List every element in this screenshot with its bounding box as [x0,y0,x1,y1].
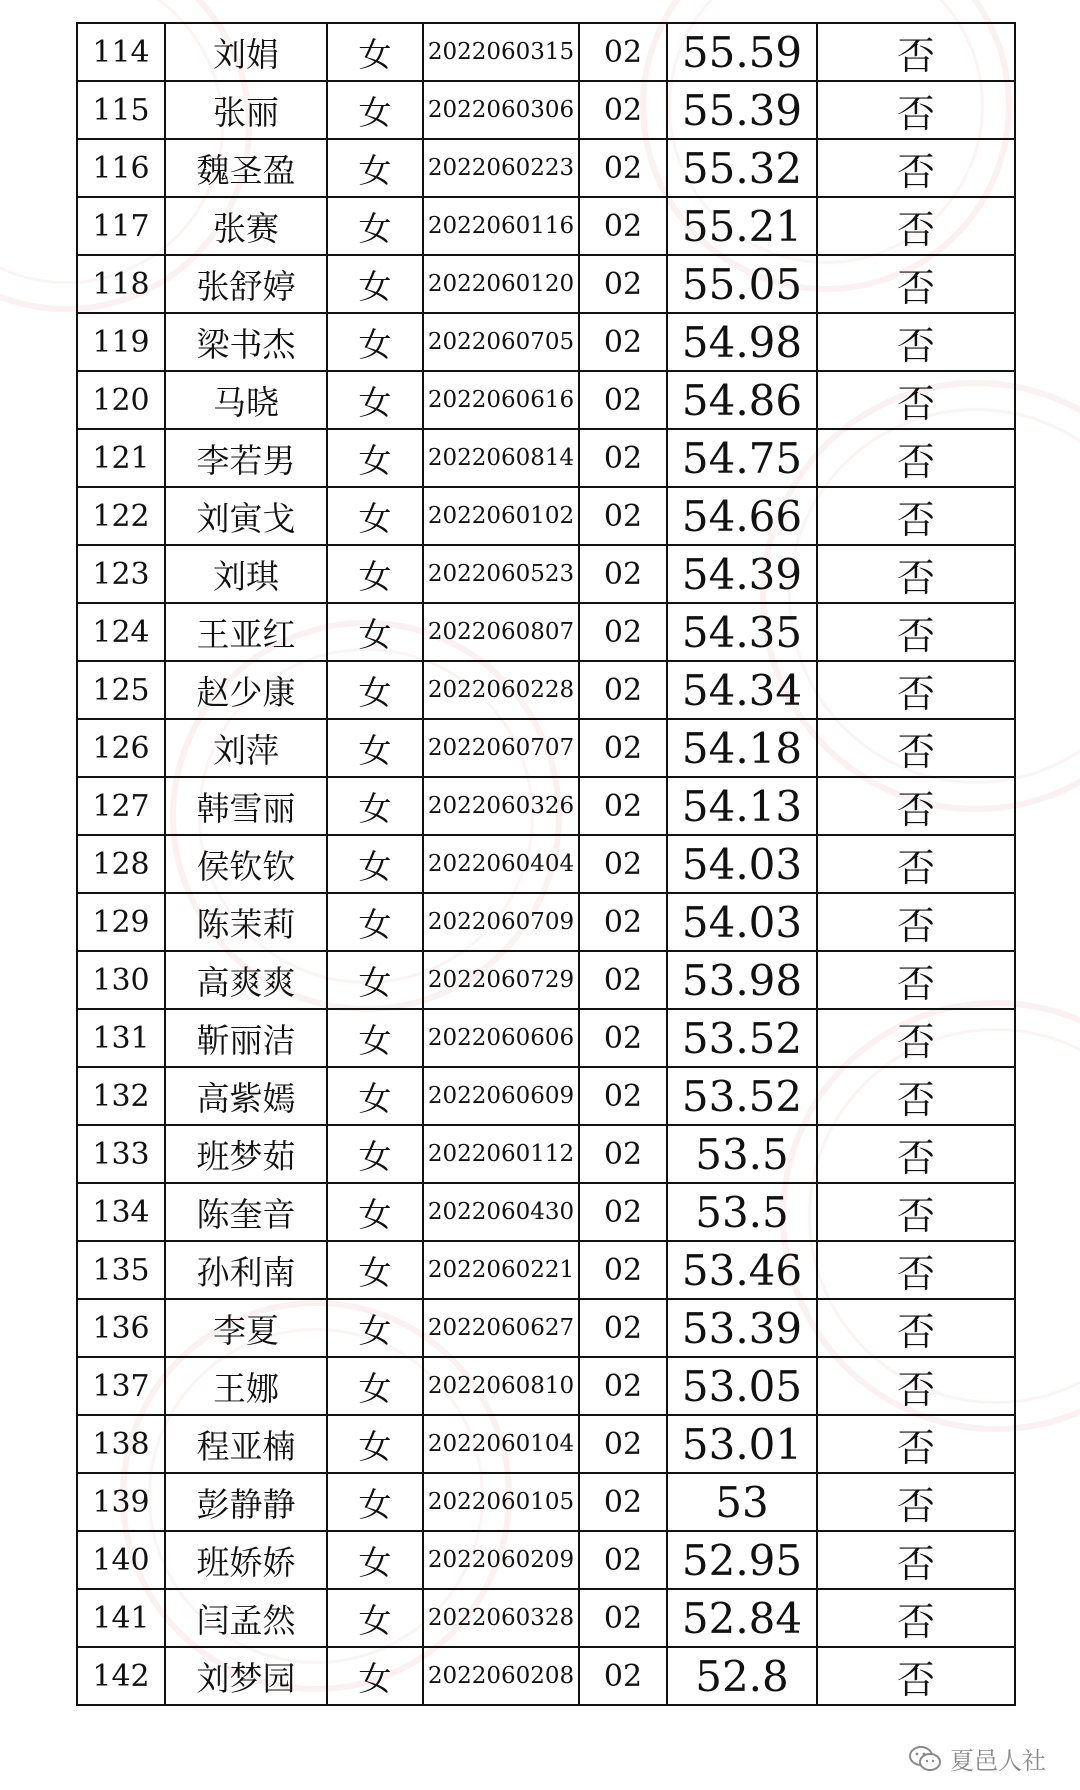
candidate-sex: 女 [327,1009,423,1067]
candidate-name: 魏圣盈 [165,139,327,197]
candidate-sex: 女 [327,777,423,835]
ticket-number: 2022060430 [423,1183,579,1241]
total-score: 52.95 [667,1531,817,1589]
candidate-sex: 女 [327,255,423,313]
interview-status: 否 [817,1183,1015,1241]
candidate-name: 靳丽洁 [165,1009,327,1067]
table-row [77,1299,1015,1357]
candidate-name: 彭静静 [165,1473,327,1531]
position-code: 02 [579,255,667,313]
interview-status: 否 [817,197,1015,255]
candidate-name: 班娇娇 [165,1531,327,1589]
ticket-number: 2022060105 [423,1473,579,1531]
results-table-body [77,23,1015,1705]
row-number: 126 [77,719,165,777]
table-row [77,893,1015,951]
total-score: 54.34 [667,661,817,719]
total-score: 54.86 [667,371,817,429]
position-code: 02 [579,603,667,661]
total-score: 54.03 [667,893,817,951]
ticket-number: 2022060328 [423,1589,579,1647]
candidate-sex: 女 [327,1241,423,1299]
ticket-number: 2022060209 [423,1531,579,1589]
table-row [77,1183,1015,1241]
candidate-sex: 女 [327,1125,423,1183]
candidate-sex: 女 [327,197,423,255]
ticket-number: 2022060709 [423,893,579,951]
ticket-number: 2022060814 [423,429,579,487]
total-score: 53.98 [667,951,817,1009]
table-row [77,81,1015,139]
position-code: 02 [579,545,667,603]
interview-status: 否 [817,1415,1015,1473]
candidate-name: 刘寅戈 [165,487,327,545]
ticket-number: 2022060306 [423,81,579,139]
total-score: 55.59 [667,23,817,81]
total-score: 55.32 [667,139,817,197]
table-row [77,1589,1015,1647]
ticket-number: 2022060609 [423,1067,579,1125]
candidate-sex: 女 [327,1357,423,1415]
interview-status: 否 [817,139,1015,197]
interview-status: 否 [817,1009,1015,1067]
interview-status: 否 [817,893,1015,951]
interview-status: 否 [817,1647,1015,1705]
candidate-name: 韩雪丽 [165,777,327,835]
row-number: 140 [77,1531,165,1589]
candidate-sex: 女 [327,893,423,951]
position-code: 02 [579,1009,667,1067]
candidate-sex: 女 [327,1415,423,1473]
position-code: 02 [579,1531,667,1589]
candidate-sex: 女 [327,1531,423,1589]
table-row [77,255,1015,313]
candidate-name: 张赛 [165,197,327,255]
total-score: 54.03 [667,835,817,893]
row-number: 115 [77,81,165,139]
candidate-name: 程亚楠 [165,1415,327,1473]
total-score: 54.35 [667,603,817,661]
interview-status: 否 [817,81,1015,139]
position-code: 02 [579,835,667,893]
table-row [77,487,1015,545]
results-table [76,22,1016,1706]
position-code: 02 [579,313,667,371]
total-score: 54.98 [667,313,817,371]
ticket-number: 2022060102 [423,487,579,545]
row-number: 123 [77,545,165,603]
row-number: 139 [77,1473,165,1531]
ticket-number: 2022060315 [423,23,579,81]
table-row [77,1357,1015,1415]
table-row [77,1067,1015,1125]
candidate-sex: 女 [327,835,423,893]
position-code: 02 [579,1183,667,1241]
candidate-sex: 女 [327,313,423,371]
position-code: 02 [579,197,667,255]
total-score: 52.8 [667,1647,817,1705]
position-code: 02 [579,371,667,429]
candidate-sex: 女 [327,951,423,1009]
interview-status: 否 [817,1589,1015,1647]
position-code: 02 [579,487,667,545]
total-score: 54.75 [667,429,817,487]
row-number: 132 [77,1067,165,1125]
table-row [77,1241,1015,1299]
interview-status: 否 [817,719,1015,777]
interview-status: 否 [817,603,1015,661]
table-row [77,661,1015,719]
row-number: 136 [77,1299,165,1357]
row-number: 133 [77,1125,165,1183]
candidate-sex: 女 [327,1647,423,1705]
position-code: 02 [579,661,667,719]
candidate-sex: 女 [327,545,423,603]
candidate-name: 高紫嫣 [165,1067,327,1125]
row-number: 117 [77,197,165,255]
ticket-number: 2022060616 [423,371,579,429]
position-code: 02 [579,429,667,487]
position-code: 02 [579,139,667,197]
candidate-name: 李夏 [165,1299,327,1357]
interview-status: 否 [817,23,1015,81]
interview-status: 否 [817,1241,1015,1299]
candidate-name: 马晓 [165,371,327,429]
row-number: 118 [77,255,165,313]
ticket-number: 2022060228 [423,661,579,719]
candidate-name: 高爽爽 [165,951,327,1009]
row-number: 124 [77,603,165,661]
position-code: 02 [579,1415,667,1473]
row-number: 130 [77,951,165,1009]
ticket-number: 2022060606 [423,1009,579,1067]
total-score: 53.52 [667,1067,817,1125]
position-code: 02 [579,1589,667,1647]
table-row [77,371,1015,429]
ticket-number: 2022060627 [423,1299,579,1357]
position-code: 02 [579,1241,667,1299]
row-number: 120 [77,371,165,429]
table-row [77,777,1015,835]
row-number: 138 [77,1415,165,1473]
candidate-sex: 女 [327,603,423,661]
candidate-sex: 女 [327,1067,423,1125]
total-score: 53.5 [667,1125,817,1183]
ticket-number: 2022060112 [423,1125,579,1183]
position-code: 02 [579,1357,667,1415]
footer-watermark [908,1741,1046,1776]
candidate-sex: 女 [327,23,423,81]
ticket-number: 2022060104 [423,1415,579,1473]
row-number: 114 [77,23,165,81]
candidate-name: 赵少康 [165,661,327,719]
total-score: 53.01 [667,1415,817,1473]
total-score: 55.05 [667,255,817,313]
total-score: 53.46 [667,1241,817,1299]
wechat-icon [908,1745,942,1773]
row-number: 125 [77,661,165,719]
ticket-number: 2022060810 [423,1357,579,1415]
candidate-sex: 女 [327,1473,423,1531]
position-code: 02 [579,893,667,951]
candidate-name: 孙利南 [165,1241,327,1299]
ticket-number: 2022060120 [423,255,579,313]
candidate-name: 张舒婷 [165,255,327,313]
table-row [77,951,1015,1009]
interview-status: 否 [817,255,1015,313]
table-row [77,1009,1015,1067]
ticket-number: 2022060707 [423,719,579,777]
total-score: 55.21 [667,197,817,255]
interview-status: 否 [817,777,1015,835]
candidate-name: 班梦茹 [165,1125,327,1183]
candidate-name: 陈奎音 [165,1183,327,1241]
interview-status: 否 [817,1357,1015,1415]
table-row [77,719,1015,777]
candidate-sex: 女 [327,1299,423,1357]
total-score: 53.52 [667,1009,817,1067]
ticket-number: 2022060705 [423,313,579,371]
candidate-sex: 女 [327,1183,423,1241]
ticket-number: 2022060326 [423,777,579,835]
table-row [77,835,1015,893]
position-code: 02 [579,81,667,139]
ticket-number: 2022060523 [423,545,579,603]
row-number: 134 [77,1183,165,1241]
row-number: 122 [77,487,165,545]
table-row [77,1415,1015,1473]
position-code: 02 [579,951,667,1009]
table-row [77,23,1015,81]
row-number: 131 [77,1009,165,1067]
position-code: 02 [579,1125,667,1183]
row-number: 137 [77,1357,165,1415]
candidate-sex: 女 [327,661,423,719]
candidate-name: 刘琪 [165,545,327,603]
row-number: 141 [77,1589,165,1647]
total-score: 53 [667,1473,817,1531]
table-row [77,603,1015,661]
candidate-name: 张丽 [165,81,327,139]
position-code: 02 [579,1473,667,1531]
candidate-sex: 女 [327,139,423,197]
row-number: 127 [77,777,165,835]
candidate-name: 王娜 [165,1357,327,1415]
row-number: 135 [77,1241,165,1299]
row-number: 116 [77,139,165,197]
candidate-sex: 女 [327,429,423,487]
position-code: 02 [579,777,667,835]
total-score: 54.18 [667,719,817,777]
candidate-sex: 女 [327,719,423,777]
interview-status: 否 [817,835,1015,893]
ticket-number: 2022060807 [423,603,579,661]
position-code: 02 [579,719,667,777]
candidate-name: 刘萍 [165,719,327,777]
total-score: 52.84 [667,1589,817,1647]
interview-status: 否 [817,951,1015,1009]
interview-status: 否 [817,1125,1015,1183]
total-score: 54.13 [667,777,817,835]
table-row [77,139,1015,197]
candidate-name: 刘娟 [165,23,327,81]
position-code: 02 [579,1067,667,1125]
ticket-number: 2022060116 [423,197,579,255]
interview-status: 否 [817,1067,1015,1125]
account-name: 夏邑人社 [950,1747,1046,1775]
table-row [77,1531,1015,1589]
interview-status: 否 [817,1531,1015,1589]
interview-status: 否 [817,429,1015,487]
candidate-name: 侯钦钦 [165,835,327,893]
table-row [77,429,1015,487]
row-number: 119 [77,313,165,371]
ticket-number: 2022060221 [423,1241,579,1299]
ticket-number: 2022060208 [423,1647,579,1705]
candidate-name: 王亚红 [165,603,327,661]
candidate-name: 梁书杰 [165,313,327,371]
table-row [77,313,1015,371]
candidate-name: 闫孟然 [165,1589,327,1647]
total-score: 54.66 [667,487,817,545]
position-code: 02 [579,1647,667,1705]
total-score: 53.5 [667,1183,817,1241]
candidate-name: 李若男 [165,429,327,487]
table-row [77,197,1015,255]
total-score: 53.05 [667,1357,817,1415]
candidate-sex: 女 [327,1589,423,1647]
row-number: 128 [77,835,165,893]
interview-status: 否 [817,1473,1015,1531]
interview-status: 否 [817,487,1015,545]
total-score: 53.39 [667,1299,817,1357]
interview-status: 否 [817,371,1015,429]
ticket-number: 2022060729 [423,951,579,1009]
candidate-sex: 女 [327,371,423,429]
candidate-sex: 女 [327,81,423,139]
table-row [77,1473,1015,1531]
candidate-name: 陈茉莉 [165,893,327,951]
candidate-sex: 女 [327,487,423,545]
row-number: 121 [77,429,165,487]
position-code: 02 [579,23,667,81]
table-row [77,1125,1015,1183]
candidate-name: 刘梦园 [165,1647,327,1705]
ticket-number: 2022060223 [423,139,579,197]
table-row [77,1647,1015,1705]
position-code: 02 [579,1299,667,1357]
row-number: 142 [77,1647,165,1705]
interview-status: 否 [817,313,1015,371]
table-row [77,545,1015,603]
interview-status: 否 [817,661,1015,719]
interview-status: 否 [817,1299,1015,1357]
total-score: 55.39 [667,81,817,139]
ticket-number: 2022060404 [423,835,579,893]
row-number: 129 [77,893,165,951]
total-score: 54.39 [667,545,817,603]
interview-status: 否 [817,545,1015,603]
